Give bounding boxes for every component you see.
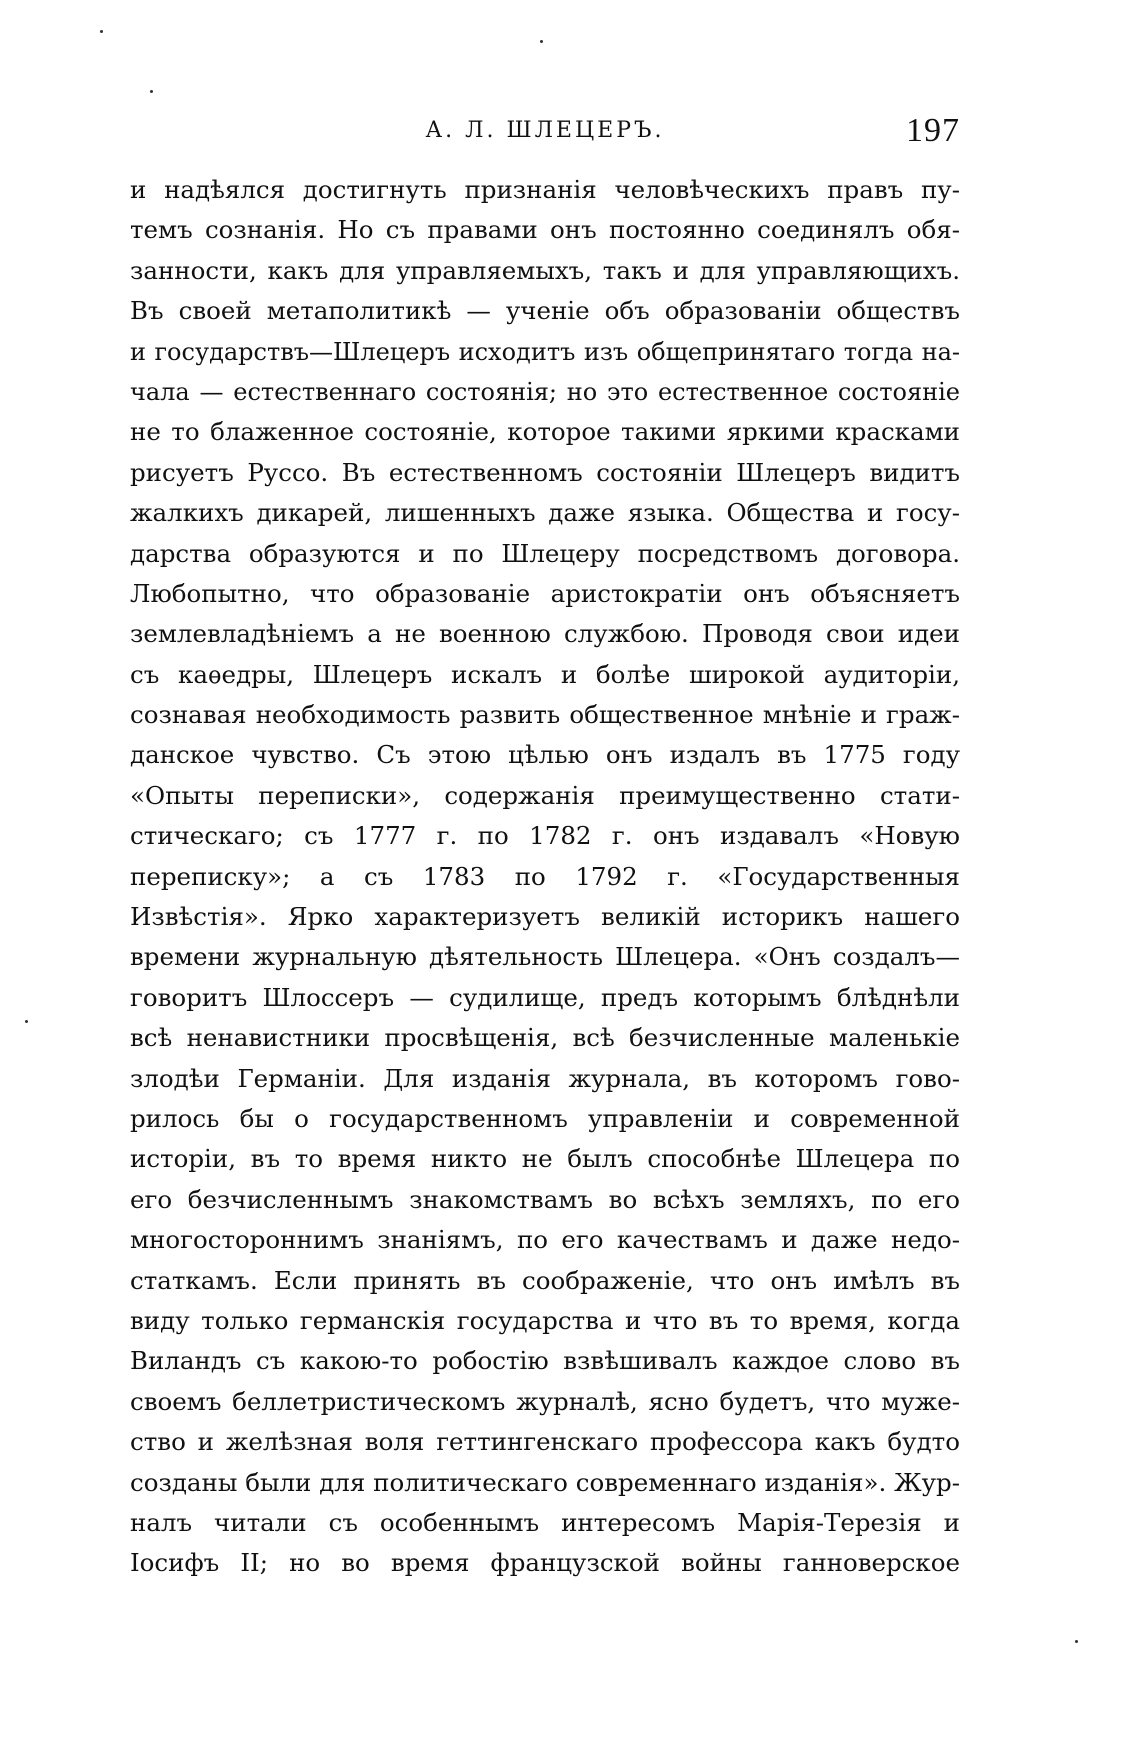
body-text xyxy=(130,170,960,1584)
text-line: рисуетъ Руссо. Въ естественномъ состояніи Шлецеръ видитъ xyxy=(130,457,960,487)
text-line: своемъ беллетристическомъ журналѣ, ясно будетъ, что муже- xyxy=(130,1386,960,1416)
text-line: Въ своей метаполитикѣ — ученіе объ образованіи обществъ xyxy=(130,296,960,326)
text-line: рилось бы о государственномъ управленіи и современной xyxy=(130,1103,960,1133)
text-line: занности, какъ для управляемыхъ, такъ и для управляющихъ. xyxy=(130,255,960,285)
text-line: переписку»; а съ 1783 по 1792 г. «Государственныя xyxy=(130,861,960,891)
text-line: съ каѳедры, Шлецеръ искалъ и болѣе широкой аудиторіи, xyxy=(130,659,960,689)
text-line: всѣ ненавистники просвѣщенія, всѣ безчисленные маленькіе xyxy=(130,1023,960,1053)
text-line: статкамъ. Если принять въ соображеніе, что онъ имѣлъ въ xyxy=(130,1265,960,1295)
text-line: сознавая необходимость развить общественное мнѣніе и граж- xyxy=(130,700,960,730)
text-line: Іосифъ II; но во время французской войны ганноверское xyxy=(130,1548,960,1578)
running-title: А. Л. ШЛЕЦЕРЪ. xyxy=(425,118,665,143)
text-line: стическаго; съ 1777 г. по 1782 г. онъ издавалъ «Новую xyxy=(130,821,960,851)
text-line: темъ сознанія. Но съ правами онъ постоянно соединялъ обя- xyxy=(130,215,960,245)
text-line: его безчисленнымъ знакомствамъ во всѣхъ земляхъ, по его xyxy=(130,1184,960,1214)
scan-speck xyxy=(150,90,153,93)
page-number: 197 xyxy=(906,112,960,149)
text-line: ство и желѣзная воля геттингенскаго профессора какъ будто xyxy=(130,1427,960,1457)
text-line: и надѣялся достигнуть признанія человѣческихъ правъ пу- xyxy=(130,175,960,204)
text-line: Любопытно, что образованіе аристократіи онъ объясняетъ xyxy=(130,578,960,608)
text-line: многостороннимъ знаніямъ, по его качествамъ и даже недо- xyxy=(130,1225,960,1255)
scan-speck xyxy=(100,30,103,33)
text-line: дарства образуются и по Шлецеру посредствомъ договора. xyxy=(130,538,960,568)
running-head xyxy=(130,112,960,152)
text-line: виду только германскія государства и что въ то время, когда xyxy=(130,1305,960,1335)
scan-speck xyxy=(540,40,543,43)
scan-speck xyxy=(25,1020,28,1023)
text-line: землевладѣніемъ а не военною службою. Проводя свои идеи xyxy=(130,619,960,649)
text-line: исторіи, въ то время никто не былъ способнѣе Шлецера по xyxy=(130,1144,960,1174)
text-line: злодѣи Германіи. Для изданія журнала, въ которомъ гово- xyxy=(130,1063,960,1093)
text-line: Извѣстія». Ярко характеризуетъ великій историкъ нашего xyxy=(130,902,960,932)
text-line: налъ читали съ особеннымъ интересомъ Марія-Терезія и xyxy=(130,1507,960,1537)
text-line: жалкихъ дикарей, лишенныхъ даже языка. Общества и госу- xyxy=(130,498,960,528)
scan-speck xyxy=(1075,1640,1078,1643)
text-line: данское чувство. Съ этою цѣлью онъ издалъ въ 1775 году xyxy=(130,740,960,770)
text-line: «Опыты переписки», содержанія преимущественно стати- xyxy=(130,780,960,810)
text-line: Виландъ съ какою-то робостію взвѣшивалъ каждое слово въ xyxy=(130,1346,960,1376)
text-line: времени журнальную дѣятельность Шлецера. «Онъ создалъ— xyxy=(130,942,960,972)
text-line: говоритъ Шлоссеръ — судилище, предъ которымъ блѣднѣли xyxy=(130,982,960,1012)
text-line: и государствъ—Шлецеръ исходитъ изъ общепринятаго тогда на- xyxy=(130,337,960,366)
text-line: чала — естественнаго состоянія; но это естественное состояніе xyxy=(130,377,960,406)
text-line: созданы были для политическаго современнаго изданія». Жур- xyxy=(130,1467,960,1497)
text-line: не то блаженное состояніе, которое такими яркими красками xyxy=(130,417,960,447)
